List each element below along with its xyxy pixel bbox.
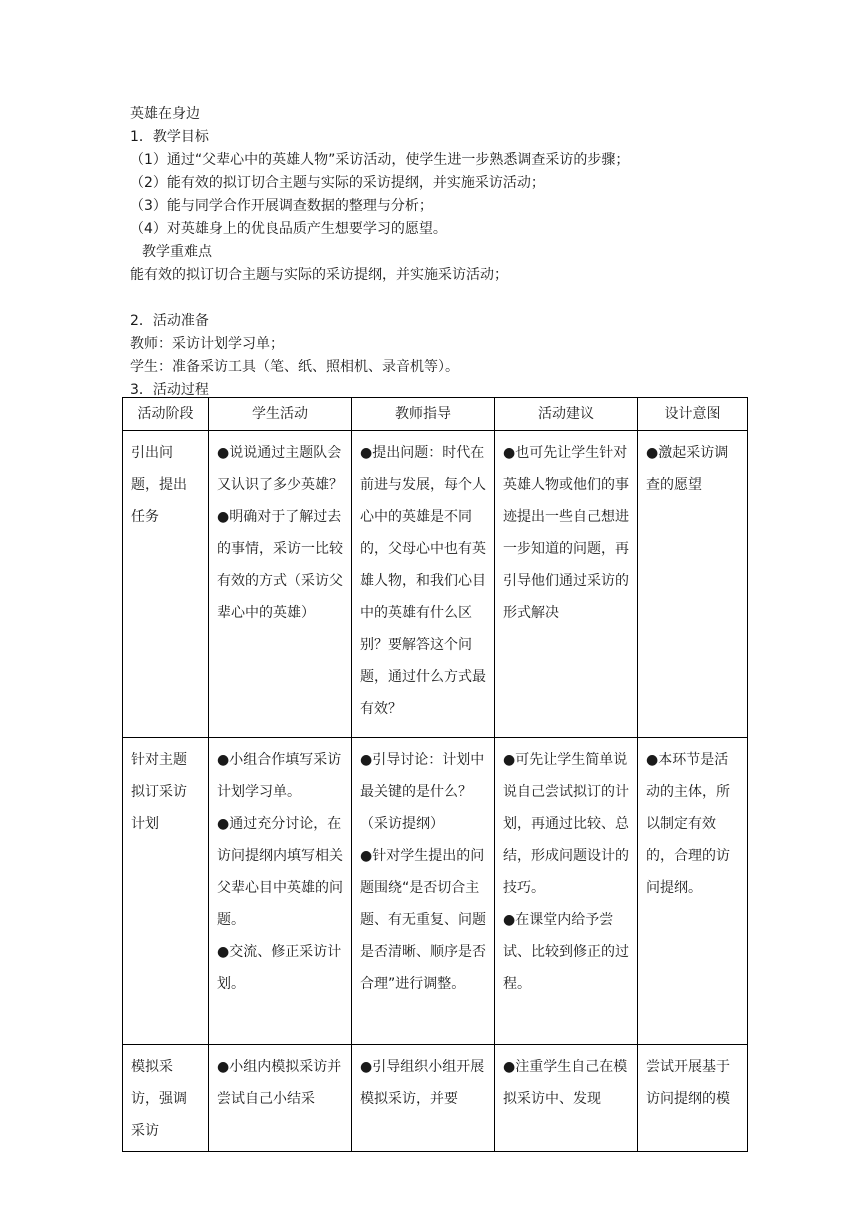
section-heading-objectives: 1．教学目标 <box>130 129 209 145</box>
cell-item: ●交流、修正采访计划。 <box>217 944 342 992</box>
objective-3: （3）能与同学合作开展调查数据的整理与分析； <box>130 198 433 214</box>
cell-item: ●引导讨论：计划中最关键的是什么？（采访提纲） <box>360 752 485 832</box>
student-activity-cell <box>209 738 352 1045</box>
key-points-heading: 教学重难点 <box>142 244 212 260</box>
stage-cell: 针对主题拟订采访计划 <box>123 738 209 1045</box>
key-points-text: 能有效的拟订切合主题与实际的采访提纲，并实施采访活动； <box>130 267 508 283</box>
stage-cell: 引出问题，提出任务 <box>123 431 209 738</box>
student-activity-cell <box>209 1045 352 1152</box>
header-teacher-guidance: 教师指导 <box>352 398 495 431</box>
header-suggestion: 活动建议 <box>495 398 638 431</box>
teacher-preparation: 教师：采访计划学习单； <box>130 336 284 352</box>
section-heading-process: 3．活动过程 <box>130 382 209 398</box>
cell-item: ●激起采访调查的愿望 <box>646 445 729 493</box>
student-activity-cell <box>209 431 352 738</box>
header-student-activity: 学生活动 <box>209 398 352 431</box>
cell-item: ●注重学生自己在模拟采访中、发现 <box>503 1059 628 1107</box>
table-header-row <box>123 398 748 431</box>
cell-item: ●小组合作填写采访计划学习单。 <box>217 752 342 800</box>
document-title: 英雄在身边 <box>130 106 200 122</box>
cell-item: ●在课堂内给予尝试、比较到修正的过程。 <box>503 912 629 992</box>
design-intent-cell <box>638 431 748 738</box>
cell-item: ●引导组织小组开展模拟采访，并要 <box>360 1059 485 1107</box>
objective-4: （4）对英雄身上的优良品质产生想要学习的愿望。 <box>130 221 447 237</box>
stage-cell: 模拟采访，强调采访 <box>123 1045 209 1152</box>
cell-item: ●明确对于了解过去的事情，采访一比较有效的方式（采访父辈心中的英雄） <box>217 509 343 621</box>
objective-1: （1）通过“父辈心中的英雄人物”采访活动，使学生进一步熟悉调查采访的步骤； <box>130 152 630 168</box>
cell-item: 尝试开展基于访问提纲的模 <box>646 1059 730 1107</box>
design-intent-cell <box>638 1045 748 1152</box>
table-row <box>123 1045 748 1152</box>
header-stage: 活动阶段 <box>123 398 209 431</box>
cell-item: ●本环节是活动的主体，所以制定有效的，合理的访问提纲。 <box>646 752 730 896</box>
suggestion-cell <box>495 1045 638 1152</box>
table-row <box>123 738 748 1045</box>
teacher-guidance-cell <box>352 738 495 1045</box>
section-heading-preparation: 2．活动准备 <box>130 313 209 329</box>
cell-item: ●通过充分讨论，在访问提纲内填写相关父辈心目中英雄的问题。 <box>217 816 343 928</box>
cell-item: ●说说通过主题队会又认识了多少英雄？ <box>217 445 343 493</box>
cell-item: ●针对学生提出的问题围绕“是否切合主题、有无重复、问题是否清晰、顺序是否合理”进行调整。 <box>360 848 486 992</box>
cell-item: ●小组内模拟采访并尝试自己小结采 <box>217 1059 342 1107</box>
blank-line <box>130 287 750 310</box>
student-preparation: 学生：准备采访工具（笔、纸、照相机、录音机等）。 <box>130 359 459 375</box>
document-body <box>130 103 750 402</box>
table-row <box>123 431 748 738</box>
objective-2: （2）能有效的拟订切合主题与实际的采访提纲，并实施采访活动； <box>130 175 545 191</box>
teacher-guidance-cell <box>352 1045 495 1152</box>
header-design-intent: 设计意图 <box>638 398 748 431</box>
design-intent-cell <box>638 738 748 1045</box>
cell-item: ●可先让学生简单说说自己尝试拟订的计划，再通过比较、总结，形成问题设计的技巧。 <box>503 752 629 896</box>
suggestion-cell <box>495 738 638 1045</box>
suggestion-cell <box>495 431 638 738</box>
teacher-guidance-cell <box>352 431 495 738</box>
cell-item: ●也可先让学生针对英雄人物或他们的事迹提出一些自己想进一步知道的问题，再引导他们通过采访的形式解决 <box>503 445 629 621</box>
activity-table <box>122 397 748 1152</box>
cell-item: ●提出问题：时代在前进与发展，每个人心中的英雄是不同的，父母心中也有英雄人物，和我们心目中的英雄有什么区别？要解答这个问题，通过什么方式最有效？ <box>360 445 486 717</box>
